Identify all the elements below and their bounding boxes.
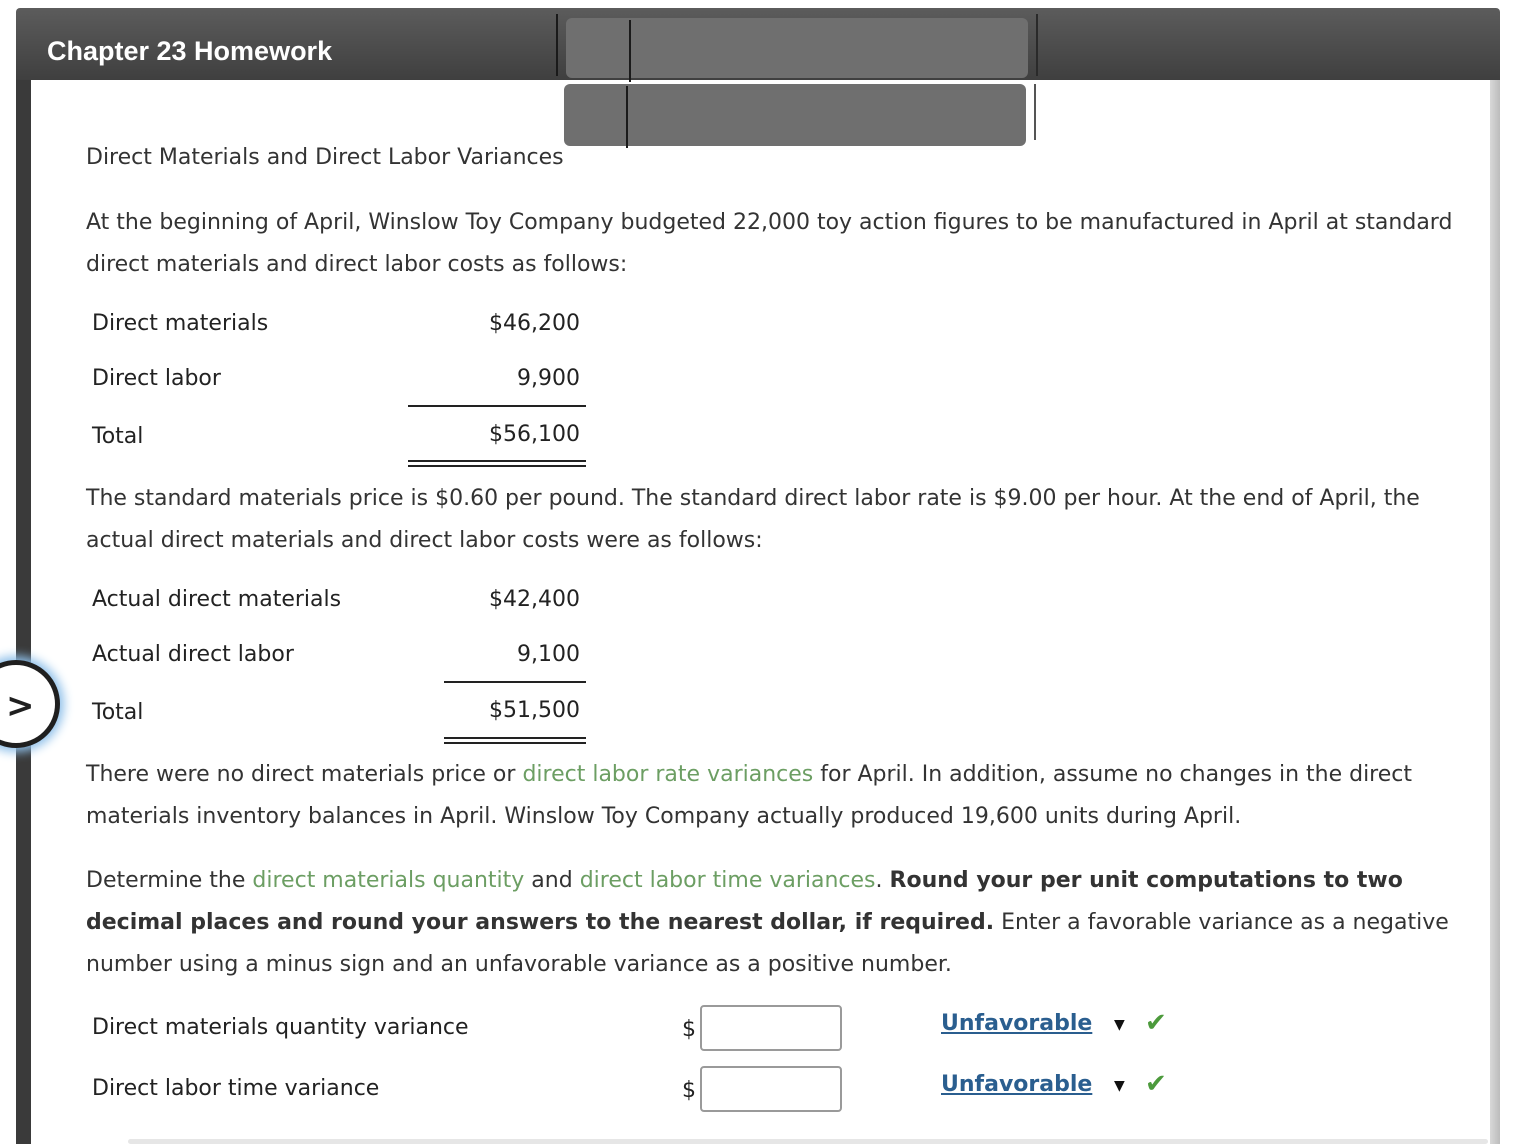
chevron-down-icon[interactable]: ▼ xyxy=(1114,1078,1125,1094)
checkmark-icon: ✔ xyxy=(1145,1008,1167,1038)
budget-row-label: Direct materials xyxy=(92,311,269,336)
instructions-text-part: Determine the xyxy=(86,868,253,893)
instructions-text-part: . xyxy=(875,868,890,893)
budget-row-label: Total xyxy=(92,424,144,449)
actual-row-label: Actual direct labor xyxy=(92,642,294,667)
right-frame-strip xyxy=(1490,80,1500,1144)
actual-row-value: 9,100 xyxy=(517,642,580,667)
glossary-link-direct-materials-quantity[interactable]: direct materials quantity xyxy=(252,868,525,893)
currency-symbol: $ xyxy=(682,1078,696,1103)
problem-title: Direct Materials and Direct Labor Variances xyxy=(86,145,564,170)
checkmark-icon: ✔ xyxy=(1145,1069,1167,1099)
header-divider xyxy=(1036,14,1038,76)
glossary-link-direct-labor-rate-variances[interactable]: direct labor rate variances xyxy=(522,762,814,787)
labor-variance-type-select[interactable]: Unfavorable xyxy=(941,1072,1093,1097)
total-double-rule xyxy=(408,460,586,462)
answer-label: Direct labor time variance xyxy=(92,1076,380,1101)
instructions-bold-text: Round your per unit computations to two decimal places and round your answers to the nearest dollar, if required. xyxy=(86,868,1403,935)
redacted-area xyxy=(566,18,1028,78)
total-double-rule xyxy=(444,737,586,739)
actual-row-label: Actual direct materials xyxy=(92,587,342,612)
note-text-part: for April. In addition, assume no changes in the direct materials inventory balances in April. Winslow Toy Company actually produced 19,600 units during April. xyxy=(86,762,1412,829)
materials-variance-type-select[interactable]: Unfavorable xyxy=(941,1011,1093,1036)
subtotal-rule xyxy=(444,681,586,683)
problem-intro: At the beginning of April, Winslow Toy Company budgeted 22,000 toy action figures to be manufactured in April at standard direct materials and direct labor costs as follows: xyxy=(86,210,1453,277)
currency-symbol: $ xyxy=(682,1017,696,1042)
actual-row-value: $42,400 xyxy=(489,587,580,612)
subtotal-rule xyxy=(408,405,586,407)
instructions-text-part: Enter a favorable variance as a negative number using a minus sign and an unfavorable variance as a positive number. xyxy=(86,910,1449,977)
redaction-divider xyxy=(626,86,628,148)
materials-quantity-variance-input[interactable] xyxy=(700,1005,842,1051)
chevron-right-icon[interactable]: > xyxy=(6,686,35,726)
redaction-divider xyxy=(1034,84,1036,140)
budget-row-label: Direct labor xyxy=(92,366,221,391)
total-double-rule xyxy=(444,742,586,744)
bottom-divider xyxy=(128,1139,1488,1144)
note-text-part: There were no direct materials price or xyxy=(86,762,523,787)
left-frame-strip xyxy=(16,80,31,1144)
standards-text: The standard materials price is $0.60 per pound. The standard direct labor rate is $9.00 per hour. At the end of April, the actual direct materials and direct labor costs were as follows: xyxy=(86,486,1420,553)
instructions-text-part: and xyxy=(524,868,580,893)
glossary-link-direct-labor-time-variances[interactable]: direct labor time variances xyxy=(579,868,876,893)
actual-row-label: Total xyxy=(92,700,144,725)
total-double-rule xyxy=(408,465,586,467)
redaction-divider xyxy=(629,20,631,82)
header-divider xyxy=(556,14,558,76)
redacted-area xyxy=(564,84,1026,146)
chevron-down-icon[interactable]: ▼ xyxy=(1114,1017,1125,1033)
labor-time-variance-input[interactable] xyxy=(700,1066,842,1112)
actual-row-value: $51,500 xyxy=(489,698,580,723)
assignment-title: Chapter 23 Homework xyxy=(47,36,333,66)
note-text xyxy=(86,754,1481,838)
budget-row-value: 9,900 xyxy=(517,366,580,391)
instructions-text xyxy=(86,860,1481,986)
budget-row-value: $56,100 xyxy=(489,422,580,447)
budget-row-value: $46,200 xyxy=(489,311,580,336)
answer-label: Direct materials quantity variance xyxy=(92,1015,469,1040)
